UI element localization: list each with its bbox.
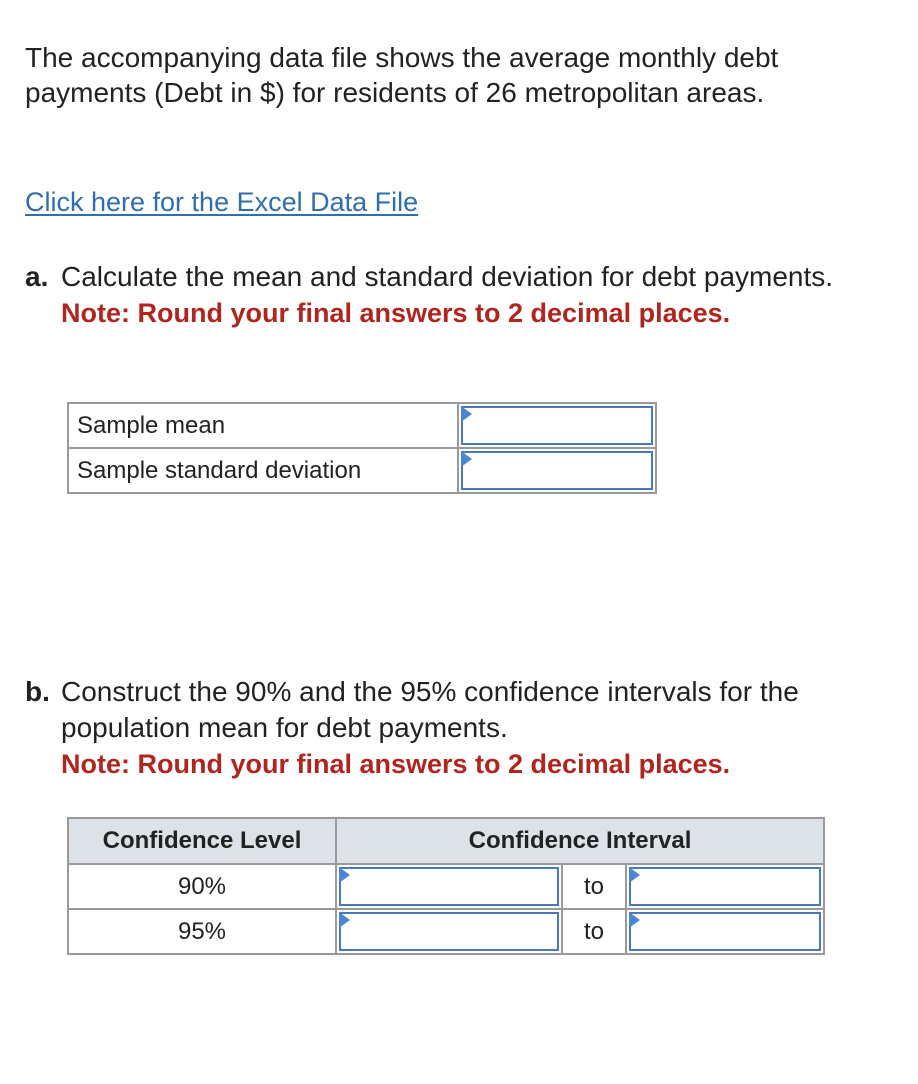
ci-95-lower-answer-box[interactable] bbox=[339, 912, 559, 951]
part-b-note: Note: Round your final answers to 2 decimal places. bbox=[61, 749, 731, 779]
ci-90-lower-answer-box[interactable] bbox=[339, 867, 559, 906]
ci-90-upper-input[interactable] bbox=[631, 869, 819, 904]
part-a-label: a. bbox=[25, 261, 49, 292]
confidence-level-95: 95% bbox=[68, 909, 336, 954]
ci-90-separator: to bbox=[562, 864, 626, 909]
ci-90-upper-answer-box[interactable] bbox=[629, 867, 821, 906]
part-a-question bbox=[25, 259, 875, 331]
confidence-interval-table bbox=[67, 817, 825, 955]
part-a-text: Calculate the mean and standard deviation for debt payments. bbox=[61, 261, 834, 292]
sample-mean-input[interactable] bbox=[463, 408, 651, 443]
ci-95-upper-input[interactable] bbox=[631, 914, 819, 949]
table-row bbox=[68, 448, 656, 493]
sample-std-dev-answer-box[interactable] bbox=[461, 451, 653, 490]
table-row bbox=[68, 403, 656, 448]
ci-90-upper-cell bbox=[626, 864, 824, 909]
excel-data-file-link[interactable]: Click here for the Excel Data File bbox=[25, 187, 419, 217]
part-b-text: Construct the 90% and the 95% confidence intervals for the population mean for debt payments. bbox=[61, 676, 799, 743]
ci-95-upper-answer-box[interactable] bbox=[629, 912, 821, 951]
part-b-label: b. bbox=[25, 676, 50, 707]
ci-90-lower-cell bbox=[336, 864, 562, 909]
table-row bbox=[68, 864, 824, 909]
confidence-level-90: 90% bbox=[68, 864, 336, 909]
ci-95-separator: to bbox=[562, 909, 626, 954]
sample-std-dev-label: Sample standard deviation bbox=[68, 448, 458, 493]
ci-95-upper-cell bbox=[626, 909, 824, 954]
sample-mean-cell bbox=[458, 403, 656, 448]
ci-90-lower-input[interactable] bbox=[341, 869, 557, 904]
table-header-row bbox=[68, 818, 824, 864]
part-a-note: Note: Round your final answers to 2 decimal places. bbox=[61, 298, 731, 328]
sample-mean-answer-box[interactable] bbox=[461, 406, 653, 445]
table-row bbox=[68, 909, 824, 954]
sample-stats-table bbox=[67, 402, 657, 494]
sample-std-dev-input[interactable] bbox=[463, 453, 651, 488]
confidence-level-header: Confidence Level bbox=[68, 818, 336, 864]
confidence-interval-header: Confidence Interval bbox=[336, 818, 824, 864]
ci-95-lower-input[interactable] bbox=[341, 914, 557, 949]
part-b-question bbox=[25, 674, 875, 782]
ci-95-lower-cell bbox=[336, 909, 562, 954]
sample-std-dev-cell bbox=[458, 448, 656, 493]
sample-mean-label: Sample mean bbox=[68, 403, 458, 448]
intro-text: The accompanying data file shows the average monthly debt payments (Debt in $) for residents of 26 metropolitan areas. bbox=[25, 42, 779, 108]
